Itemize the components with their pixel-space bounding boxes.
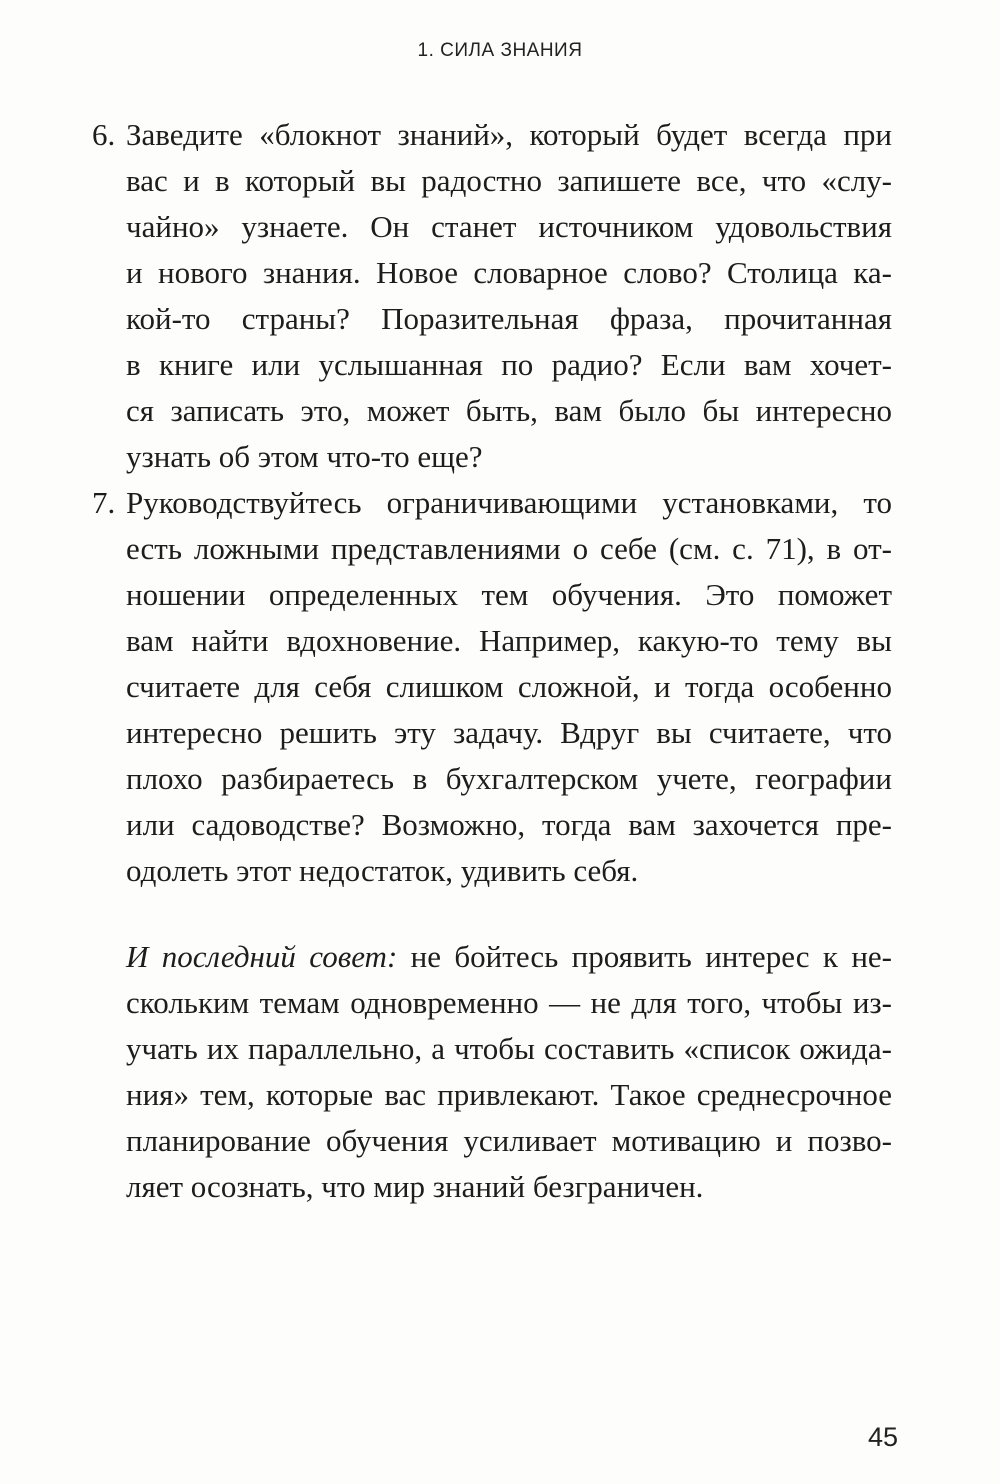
text-line: в книге или услышанная по радио? Если вам хочет- (126, 347, 892, 382)
text-line: плохо разбираетесь в бухгалтерском учете, географии (126, 761, 892, 796)
text-line: интересно решить эту задачу. Вдруг вы считаете, что (126, 715, 892, 750)
text-line: ляет осознать, что мир знаний безграничен. (126, 1169, 704, 1204)
text-line: ся записать это, может быть, вам было бы интересно (126, 393, 892, 428)
text-line: одолеть этот недостаток, удивить себя. (126, 853, 639, 888)
text-line: или садоводстве? Возможно, тогда вам захочется пре- (126, 807, 892, 842)
list-item-6 (92, 112, 892, 480)
text-line: вам найти вдохновение. Например, какую-то тему вы (126, 623, 892, 658)
text-line: ния» тем, которые вас привлекают. Такое среднесрочное (126, 1077, 892, 1112)
text-line: учать их параллельно, а чтобы составить «список ожида- (126, 1031, 892, 1066)
text-line: узнать об этом что-то еще? (126, 439, 483, 474)
list-number: 6. (92, 117, 116, 152)
list-item-7 (92, 480, 892, 894)
text-line: и нового знания. Новое словарное слово? Столица ка- (126, 255, 892, 290)
text-line: ношении определенных тем обучения. Это поможет (126, 577, 892, 612)
text-line: скольким темам одновременно — не для того, чтобы из- (126, 985, 892, 1020)
italic-lead: И последний совет: (126, 939, 398, 974)
text-line: Руководствуйтесь ограничивающими установками, то (126, 485, 892, 520)
closing-paragraph (92, 934, 892, 1210)
text-line: планирование обучения усиливает мотивацию и позво- (126, 1123, 892, 1158)
text-line: вас и в который вы радостно запишете все, что «слу- (126, 163, 892, 198)
text-run: не бойтесь проявить интерес к не- (397, 939, 892, 974)
text-line: есть ложными представлениями о себе (см. с. 71), в от- (126, 531, 892, 566)
running-header: 1. СИЛА ЗНАНИЯ (417, 40, 583, 61)
page-number: 45 (867, 1422, 898, 1452)
text-line (126, 934, 892, 980)
text-line: считаете для себя слишком сложной, и тогда особенно (126, 669, 892, 704)
text-line: Заведите «блокнот знаний», который будет всегда при (126, 117, 892, 152)
text-line: чайно» узнаете. Он станет источником удовольствия (126, 209, 892, 244)
page-body (92, 112, 892, 1210)
text-line: кой-то страны? Поразительная фраза, прочитанная (126, 301, 892, 336)
list-number: 7. (92, 485, 116, 520)
